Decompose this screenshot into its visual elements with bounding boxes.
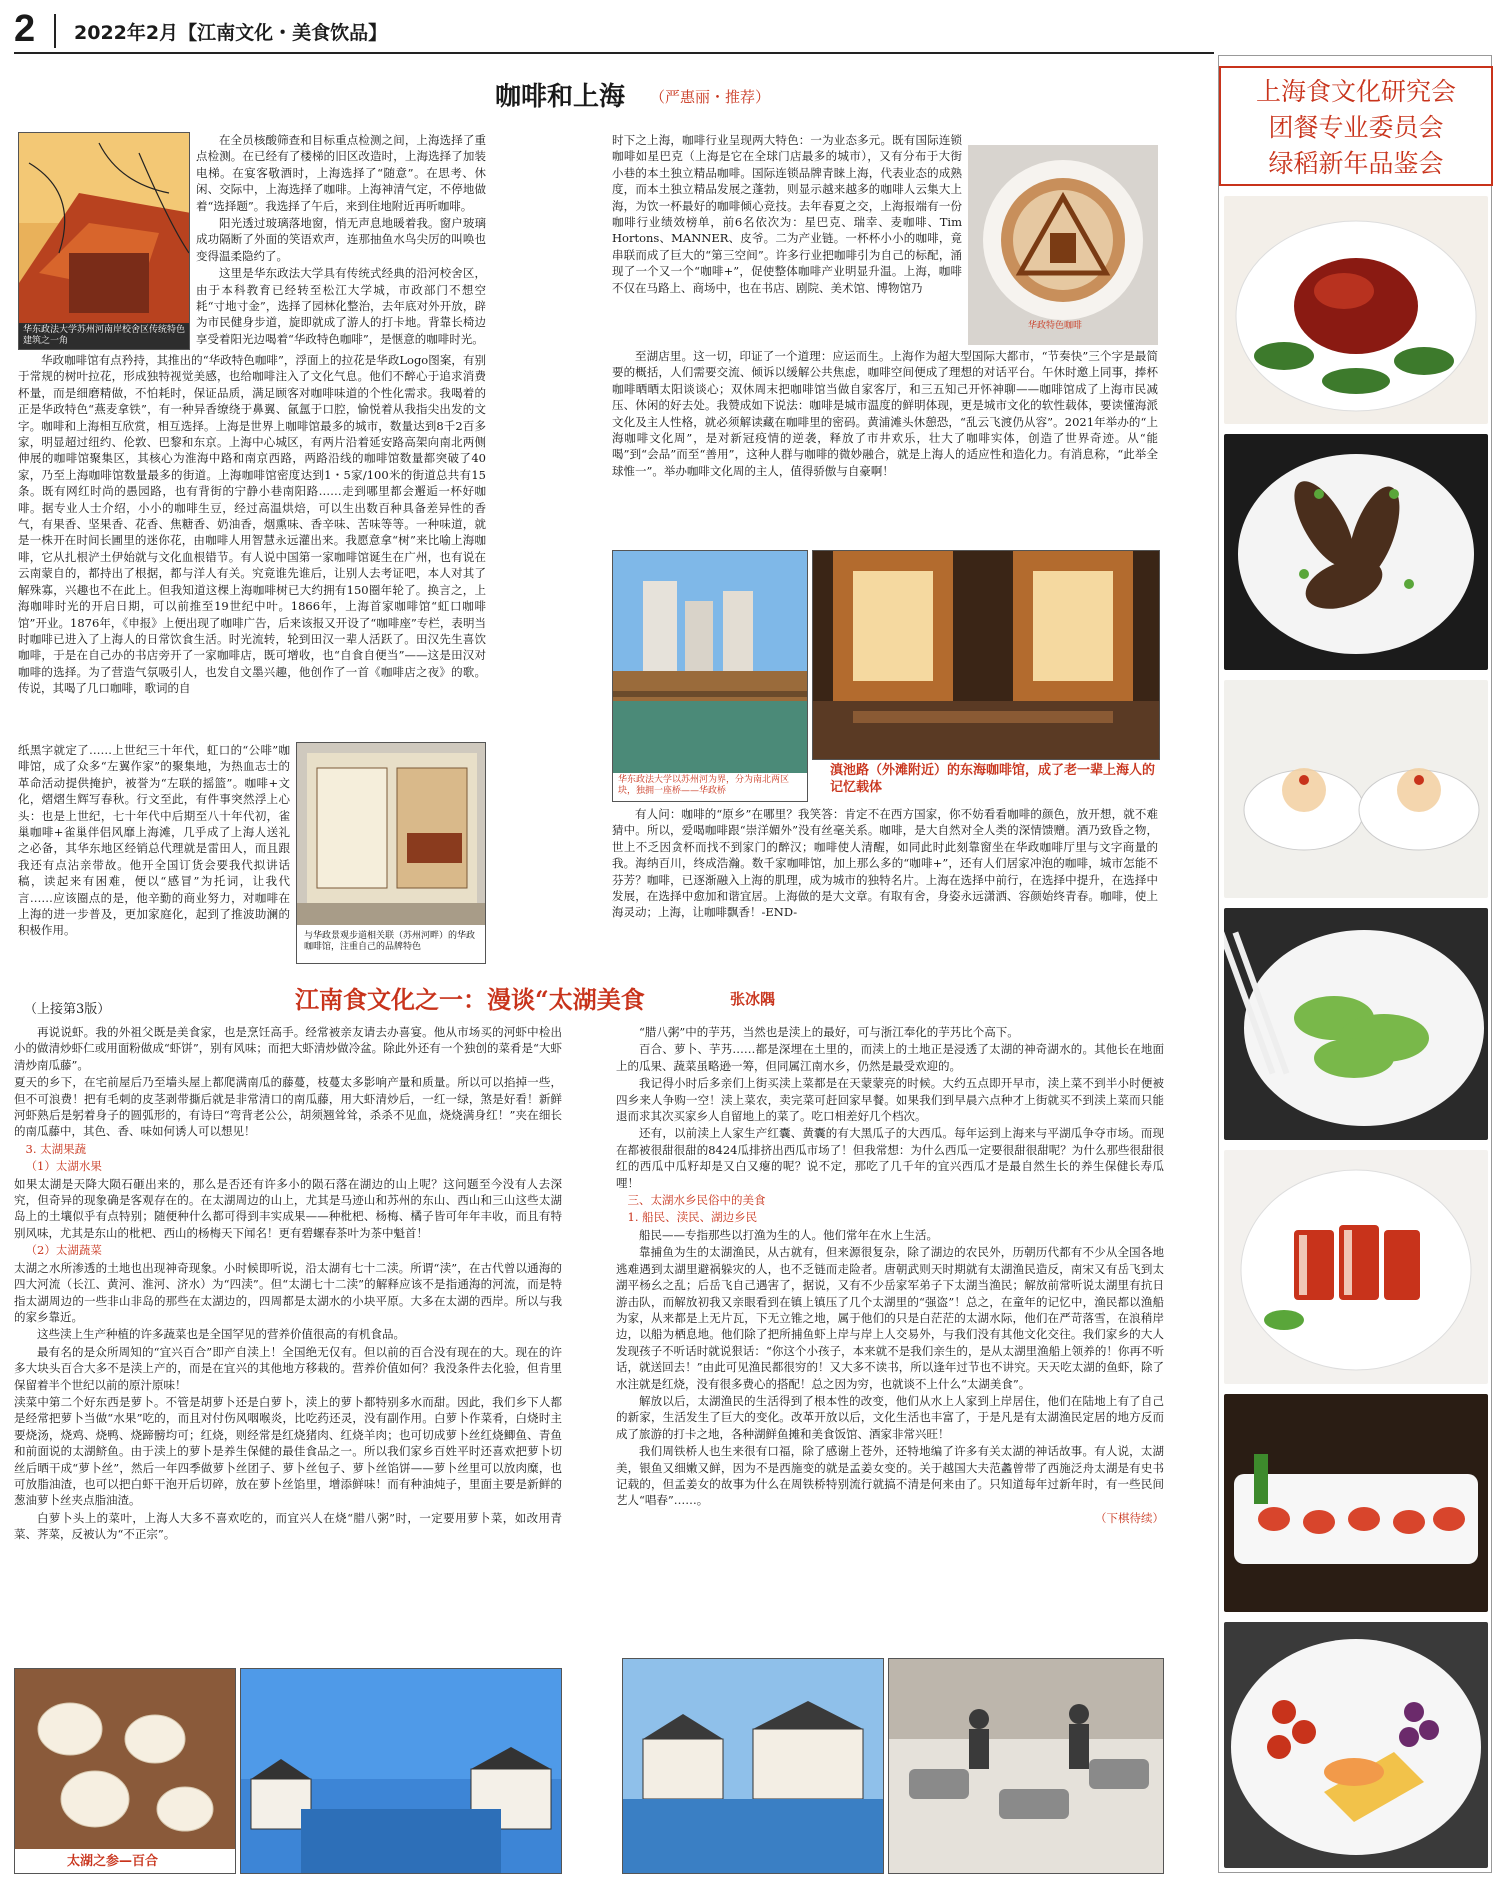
paragraph: 百合、萝卜、芋艿……都是深埋在土里的，而渎上的土地正是浸透了太湖的神奇湖水的。其他长在地面上的瓜果、蔬菜虽略逊一筹，但同属江南水乡，仍然是最受欢迎的。 xyxy=(616,1042,1164,1073)
latte-photo xyxy=(968,145,1158,345)
article1-byline: （严惠丽・推荐） xyxy=(650,88,771,106)
continued-note: （下棋待续） xyxy=(1095,1510,1164,1525)
sidebar xyxy=(1218,55,1492,1873)
paragraph: 夏天的乡下，在宅前屋后乃至墙头屋上都爬满南瓜的藤蔓，枝蔓太多影响产量和质量。所以可以掐掉一些，但不可浪费！把有毛刺的皮茎剥带撕后就是非常清口的南瓜藤，用大虾清炒后，一红一绿，煞是好看！新鲜河虾熟后是躬着身子的圆弧形的，有诗曰“弯背老公公，胡须翘耸耸，杀杀不见血，烧烧满身红！”夹在细长的南瓜藤中，其色、香、味如何诱人可以想见！ xyxy=(14,1075,562,1139)
paragraph: 解放以后，太湖渔民的生活得到了根本性的改变，他们从水上人家到上岸居住，他们在陆地上有了自己的新家，生活发生了巨大的变化。改革开放以后，文化生活也丰富了，于是凡是有太湖渔民定居的地方反而成了旅游的打卡之地，各种湖鲜鱼摊和美食饭馆、酒家非常兴旺！ xyxy=(616,1393,1164,1441)
paragraph: 华政咖啡馆有点矜持，其推出的“华政特色咖啡”，浮面上的拉花是华政Logo图案，有别于常规的树叶拉花，形成独特视觉美感，也给咖啡注入了文化气息。他们不醉心于追求消费杯量，而是细磨精做，不怕耗时，保证品质，满足顾客对咖啡味道的个性化需求。我喝着的正是华政特色“燕麦拿铁”，有一种异香缭绕于鼻翼、氤氲于口腔，愉悦着从我指尖出发的文字。咖啡和上海相互欣赏，相互选择。上海是世界上咖啡馆最多的城市，数量达到8千2百多家，明显超过纽约、伦敦、巴黎和东京。上海中心城区，有两片沿着延安路高架向南北两侧伸展的咖啡馆聚集区，其核心为淮海中路和南京西路，两路沿线的咖啡馆数量都突破了40家，乃至上海咖啡馆数量最多的街道。上海咖啡馆密度达到1・5家/100米的街道总共有15条。既有网红时尚的愚园路，也有背街的宁静小巷南阳路……走到哪里都会邂逅一杯好咖啡。据专业人士介绍，小小的咖啡生豆，经过高温烘焙，可以生出数百种具备差异性的香气，有果香、坚果香、花香、焦糖香、奶油香，烟熏味、香辛味、苦味等等。一种味道，就是一株开在时间长圃里的迷你花，由咖啡人用智慧永远灌出来。我愿意拿“树”来比喻上海咖啡，它从扎根浐土伊始就与文化血根错节。有人说中国第一家咖啡馆诞生在广州，也有说在云南蒙自的，都持出了根据，都与洋人有关。究竟谁先谁后，让别人去考证吧，本人对其了解殊寡，兴趣也不在此上。但我知道这棵上海咖啡树已大约拥有150圈年轮了。换言之，上海咖啡时光的开启日期，可以前推至19世纪中叶。1866年，上海首家咖啡馆“虹口咖啡馆”开业。1876年，《申报》上便出现了咖啡广告，后来该报又开设了“咖啡座”专栏，表明当时咖啡已进入了上海人的日常饮食生活。时光流转，轮到田汉一辈人活跃了。田汉先生喜饮咖啡，于是在自己办的书店旁开了一家咖啡店，既可增收，也“自食自便当”——这是田汉对咖啡的选择。为了营造气氛吸引人，也发自文墨兴趣，他创作了一首《咖啡店之夜》的歌。传说，其喝了几口咖啡，歌词的自 xyxy=(18,353,486,696)
food-photo-ham xyxy=(1224,1150,1488,1384)
paragraph: 阳光透过玻璃落地窗，悄无声息地暖着我。窗户玻璃成功隔断了外面的笑语欢声，连那抽鱼水鸟尖厉的叫唤也变得温柔隐约了。 xyxy=(196,216,486,263)
paragraph: 我们周铁桥人也生来很有口福，除了感谢上苍外，还特地编了许多有关太湖的神话故事。有人说，太湖美，银鱼又细嫩又鲜，因为不是西施变的就是孟姜女变的。关于越国大夫范蠡曾带了西施泛舟太湖是有史书记载的，但孟姜女的故事为什么在周铁桥特别流行就搞不清是何来由了。只知道每年过新年时，有一些民间艺人“唱春”……。 xyxy=(616,1444,1164,1508)
subheading: 3. 太湖果蔬 xyxy=(25,1141,87,1156)
article1-col1-main xyxy=(18,352,486,740)
dongcafe-caption: 滇池路（外滩附近）的东海咖啡馆，成了老一辈上海人的记忆载体 xyxy=(830,763,1156,795)
watertown-photo xyxy=(240,1668,562,1874)
sidebar-title-line: 上海食文化研究会 xyxy=(1255,77,1456,106)
latte-caption: 华政特色咖啡 xyxy=(1028,321,1083,331)
paragraph: 这些渎上生产种植的许多蔬菜也是全国罕见的营养价值很高的有机食品。 xyxy=(37,1327,405,1342)
article2-byline: 张冰隅 xyxy=(730,990,776,1008)
article2-col2 xyxy=(616,1024,1164,1644)
fishmarket-photo xyxy=(888,1658,1164,1874)
campus-photo-caption: 华东政法大学苏州河南岸校舍区传统特色建筑之一角 xyxy=(23,325,186,346)
food-photo-dessert xyxy=(1224,1394,1488,1612)
paragraph: 有人问：咖啡的“原乡”在哪里？我笑答：肯定不在西方国家，你不妨看看咖啡的颜色，放开想，就不难猜中。所以，爱喝咖啡跟“崇洋媚外”没有丝毫关系。咖啡，是大自然对全人类的深情馈赠。酒乃致昏之物，世上不乏因贪杯而找不到家门的醉汉；咖啡使人清醒，如同此时此刻靠窗坐在华政咖啡厅里与文字商量的我。海纳百川，终成浩瀚。数千家咖啡馆，加上那么多的“咖啡+”，还有人们居家冲泡的咖啡，城市怎能不芬芳？咖啡，已逐渐融入上海的肌理，成为城市的独特名片。上海在选择中前行，在选择中提升，在选择中发展，在选择中愈加和谐宜居。上海做的是大文章。有取有舍，身姿永远潇洒、容颜始终青春。咖啡，使上海灵动；上海，让咖啡飘香！-END- xyxy=(612,807,1158,920)
paragraph: 靠捕鱼为生的太湖渔民，从古就有，但来源很复杂，除了湖边的农民外，历朝历代都有不少从全国各地逃难遇到太湖里避祸躲灾的人，也不乏链而走险者。唐朝武则天时期就有太湖渔民造反，南宋又有岳飞到太湖平杨幺之乱；后岳飞自己遇害了，据说，又有不少岳家军弟子下太湖当渔民；解放前常听说太湖里有抗日游击队，而解放初我又亲眼看到在镇上镇压了几个太湖里的“强盗”！总之，在童年的记忆中，渔民都以渔船为家，从来都是上无片瓦，下无立锥之地，属于他们的只是白茫茫的太湖水际，他们在严苛落雪，在浪稍岸边，以船为栖息地。他们除了把所捕鱼虾上岸与岸上人交易外，与我们没有其他文化交往。我们家乡的大人发现孩子不听话时就说狠话：“你这个小孩子，本来就不是我们亲生的，是从太湖里渔船上领养的！你再不听话，就送回去！”由此可见渔民都很穷的！又大多不读书，所以逢年过节也不讲究。天天吃太湖的鱼虾，除了水注就是红烧，没有很多费心的搭配！总之因为穷，也就谈不上什么“太湖美食”。 xyxy=(616,1245,1164,1391)
paragraph: 纸黑字就定了……上世纪三十年代，虹口的“公啡”咖啡馆，成了众多“左翼作家”的聚集地，为热血志士的革命活动提供掩护，被誉为“左联的摇篮”。咖啡+文化，熠熠生辉写春秋。行文至此，有件事突然浮上心头：也是上世纪，七十年代中后期至八十年代初，雀巢咖啡+雀巢伴侣风靡上海滩，几乎成了上海人送礼之必备，其华东地区经销总代理就是雷田人，而且跟我还有点沾亲带故。他开全国订货会要我代拟讲话稿，读起来有困难，便以“感冒”为托词，让我代言……应该圈点的是，他辛勤的商业努力，对咖啡在上海的进一步普及，更加家庭化，起到了推波助澜的积极作用。 xyxy=(18,743,290,938)
page-header xyxy=(14,8,1214,54)
storefront-caption: 与华政景观步道相关联（苏州河畔）的华政咖啡馆，注重自己的品牌特色 xyxy=(301,929,483,955)
paragraph: 还有，以前渎上人家生产红囊、黄囊的有大黑瓜子的大西瓜。每年运到上海来与平湖瓜争夺市场。而现在都被很甜很甜的8424瓜排挤出西瓜市场了！但我常想：为什么西瓜一定要很甜很甜呢？为什么那些很甜很红的西瓜中瓜籽却是又白又瘪的呢？说不定，那吃了几千年的宜兴西瓜才是最自然生长的养生保健长寿瓜哩！ xyxy=(616,1126,1164,1190)
paragraph: 至湖店里。这一切，印证了一个道理：应运而生。上海作为超大型国际大都市，“节奏快”三个字是最简要的概括，人们需要交流、倾诉以缓解公共焦虑，咖啡空间便成了理想的对话平台。午休时邀上同事，捧杯咖啡晒晒太阳谈谈心；双休周末把咖啡馆当做自家客厅，和三五知己开怀神聊——咖啡馆成了上海市民减压、休闲的好去处。我赞成如下说法：咖啡是城市温度的鲜明体现，更是城市文化的软性载体，要读懂海派文化及主人性格，就必须解读藏在咖啡里的密码。黄浦滩头休憩恐，“乱云飞渡仍从容”。2021年举办的“上海咖啡文化周”，是对新冠疫情的逆袭，释放了市井欢乐，壮大了咖啡实体，创造了世界奇迹。从“能喝”到“会品”而至“善用”，这种人群与咖啡的微妙融合，就是上海人的适应性和造化力。有消息称，“此举全球惟一”。举办咖啡文化周的主人，值得骄傲与自豪啊！ xyxy=(612,349,1158,478)
article1-col2-mid xyxy=(612,348,1158,548)
oldtown-photo xyxy=(622,1658,884,1874)
article1-title: 咖啡和上海 xyxy=(495,82,626,112)
paragraph: 这里是华东政法大学具有传统式经典的沿河校舍区，由于本科教育已经转至松江大学城，市政部门不想空耗“寸地寸金”，选择了园林化整治，去年底对外开放，辟为市民健身步道，旋即就成了游人的打卡地。背靠长椅边享受着阳光边喝着“华政特色咖啡”，是惬意的咖啡时光。 xyxy=(196,266,486,346)
page-number: 2 xyxy=(14,8,36,50)
article1-col1-bottom xyxy=(18,742,290,964)
paragraph: 渎菜中第二个好东西是萝卜。不管是胡萝卜还是白萝卜，渎上的萝卜都特别多水而甜。因此，我们乡下人都是经常把萝卜当做“水果”吃的，而且对付伤风咽喉炎，比吃药还灵，没有副作用。白萝卜作菜肴，白烧时主要烧汤，烧鸡、烧鸭、烧蹄髈均可；红烧，则经常是红烧猪肉、红烧羊肉；也可切成萝卜丝红烧鲫鱼、青鱼和前面说的太湖鲚鱼。由于渎上的萝卜是养生保健的最佳食品之一。所以我们家乡百姓平时还喜欢把萝卜切丝后晒干成“萝卜丝”，然后一年四季做萝卜丝团子、萝卜丝包子、萝卜丝馅饼——萝卜丝里可以放肉糜，也可放脂油渣，也可以把白虾干泡开后切碎，放在萝卜丝馅里，增添鲜味！而有种油炖子，里面主要是新鲜的葱油萝卜丝夹点脂油渣。 xyxy=(14,1394,562,1508)
campus-photo xyxy=(18,132,190,350)
paragraph: 再说说虾。我的外祖父既是美食家，也是烹饪高手。经常被亲友请去办喜宴。他从市场买的河虾中检出小的做清炒虾仁或用面粉做成“虾饼”，别有风味；而把大虾清炒做冷盆。除此外还有一个独创的菜肴是“大虾清炒南瓜藤”。 xyxy=(14,1025,562,1072)
sidebar-title-line: 绿稻新年品鉴会 xyxy=(1268,149,1444,178)
food-photo-greens xyxy=(1224,908,1488,1140)
paragraph: 船民——专指那些以打渔为生的人。他们常年在水上生活。 xyxy=(639,1227,938,1242)
food-photo-fruit xyxy=(1224,1622,1488,1868)
subheading: （2）太湖蔬菜 xyxy=(25,1243,102,1258)
paragraph: 最有名的是众所周知的“宜兴百合”即产自渎上！全国绝无仅有。但以前的百合没有现在的大。现在的许多大块头百合大多不是渎上产的，而是在宜兴的其他地方移栽的。营养价值如何？我没条件去化验，但肯里保留着半个世纪以前的原汁原味！ xyxy=(14,1344,562,1392)
continued-from: （上接第3版） xyxy=(24,1002,111,1017)
article1-col2-top xyxy=(612,132,962,346)
article1-col1-top xyxy=(196,132,486,350)
article2-title: 江南食文化之一：漫谈“太湖美食 xyxy=(295,985,645,1014)
header-title: 2022年2月【江南文化・美食饮品】 xyxy=(74,22,388,44)
food-photo-braised-pork xyxy=(1224,196,1488,424)
paragraph: 如果太湖是天降大陨石砸出来的，那么是否还有许多小的陨石落在湖边的山上呢？这问题至今没有人去深究，但奇异的现象确是客观存在的。在太湖周边的山上，尤其是马迹山和苏州的东山、西山和三山这些太湖岛上的土壤似乎有点特别；随便种什么都可得到丰实成果——种枇杷、杨梅、橘子皆可年年丰收，而且有特别风味，尤其是东山的枇杷、西山的杨梅天下闻名！更有碧螺春茶叶为茶中魁首！ xyxy=(14,1176,562,1240)
sidebar-title xyxy=(1219,66,1493,186)
lily-photo xyxy=(14,1668,236,1874)
subheading: 三、太湖水乡民俗中的美食 xyxy=(627,1193,766,1208)
paragraph: “腊八粥”中的芋艿，当然也是渎上的最好，可与浙江奉化的芋艿比个高下。 xyxy=(639,1025,1019,1039)
article2-col1 xyxy=(14,1024,562,1666)
food-photo-jelly xyxy=(1224,680,1488,898)
sidebar-title-line: 团餐专业委员会 xyxy=(1268,113,1444,142)
dongcafe-photo xyxy=(812,550,1160,760)
subheading: 1. 船民、渎民、湖边乡民 xyxy=(627,1210,758,1225)
river-photo xyxy=(612,550,808,802)
paragraph: 白萝卜头上的菜叶，上海人大多不喜欢吃的，而宜兴人在烧“腊八粥”时，一定要用萝卜菜，如改用青菜、荠菜，反被认为“不正宗”。 xyxy=(14,1510,562,1542)
article1-col2-bottom xyxy=(612,806,1158,966)
paragraph: 我记得小时后多亲们上街买渎上菜都是在天蒙蒙亮的时候。大约五点即开早市，渎上菜不到半小时便被四乡来人争购一空！渎上菜农，卖完菜可赶回家早餐。如果我们到早晨六点种才上街就买不到渎上菜而只能退而求其次买家乡人自留地上的菜了。吃口相差好几个档次。 xyxy=(616,1076,1164,1124)
paragraph: 在全员核酸筛查和目标重点检测之间，上海选择了重点检测。在已经有了楼梯的旧区改造时，上海选择了加装电梯。在宴客敬酒时，上海选择了“随意”。在思考、休闲、交际中，上海选择了咖啡。上海神清气定，不停地做着“选择题”。我选择了午后，来到住地附近再听咖啡。 xyxy=(196,133,486,213)
paragraph: 太湖之水所渗透的土地也出现神奇现象。小时候即听说，沿太湖有七十二渎。所谓“渎”，在古代曾以通海的四大河流（长江、黄河、淮河、济水）为“四渎”。但“太湖七十二渎”的解释应该不是指通海的河流，而是特指太湖周边的一些非山非岛的那些在太湖边的，四周都是太湖水的小块平原。大多在太湖的西岸。所以与我的家乡靠近。 xyxy=(14,1260,562,1324)
subheading: （1）太湖水果 xyxy=(25,1159,102,1174)
storefront-photo xyxy=(296,742,486,964)
lily-caption: 太湖之参—百合 xyxy=(67,1854,159,1869)
river-caption: 华东政法大学以苏州河为界，分为南北两区块，独拥一座桥——华政桥 xyxy=(615,773,805,799)
header-divider xyxy=(54,14,56,48)
paragraph: 时下之上海，咖啡行业呈现两大特色：一为业态多元。既有国际连锁咖啡如星巴克（上海是它在全球门店最多的城市），又有分布于大街小巷的本土独立精品咖啡。国际连锁品牌青睐上海，代表业态的成熟度，而本土独立精品发展之蓬勃，则显示越来越多的咖啡人云集大上海，为饮一杯最好的咖啡倾心竞技。去年春夏之交，上海报端有一份咖啡行业绩效榜单，前6名依次为：星巴克、瑞幸、麦咖啡、Tim Hortons、MANNER、皮爷。二为产业链。一杯杯小小的咖啡，竟串联而成了巨大的“第三空间”。许多行业把咖啡引为自己的标配，涌现了一个又一个“咖啡+”，促使整体咖啡产业明显升温。上海，咖啡不仅在马路上、商场中，也在书店、剧院、美术馆、博物馆乃 xyxy=(612,133,962,295)
food-photo-sea-cucumber xyxy=(1224,434,1488,670)
